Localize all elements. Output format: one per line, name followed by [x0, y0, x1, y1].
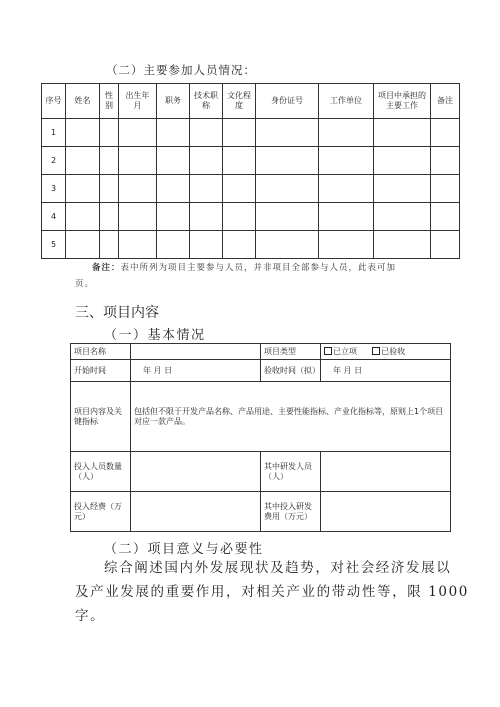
content-label: 项目内容及关键指标 [71, 382, 131, 452]
note-label: 备注： [92, 263, 121, 273]
start-time-label: 开始时间 [71, 360, 131, 382]
table-row [42, 147, 460, 175]
rd-staff-label: 其中研发人员（人） [261, 452, 321, 492]
funds-field[interactable] [131, 492, 261, 532]
paragraph-line: 字。 [75, 608, 106, 624]
project-name-field[interactable] [131, 344, 261, 360]
table-row [42, 231, 460, 259]
row-number: 3 [42, 175, 66, 203]
rd-staff-field[interactable] [321, 452, 451, 492]
funds-label: 投入经费（万元） [71, 492, 131, 532]
table-note [92, 260, 452, 276]
rd-funds-label: 其中投入研发费用（万元） [261, 492, 321, 532]
header-cell: 文化程度 [223, 84, 256, 119]
row-number: 4 [42, 203, 66, 231]
checkbox-icon[interactable] [324, 347, 332, 355]
project-type-label: 项目类型 [261, 344, 321, 360]
row-number: 5 [42, 231, 66, 259]
subsection-title-basic: （一）基本情况 [104, 328, 206, 343]
header-cell: 项目中承担的主要工作 [374, 84, 431, 119]
staff-count-field[interactable] [131, 452, 261, 492]
table-row [42, 175, 460, 203]
header-cell: 姓名 [66, 84, 100, 119]
personnel-table [41, 83, 460, 259]
row-number: 2 [42, 147, 66, 175]
content-field[interactable]: 包括但不限于开发产品名称、产品用途、主要性能指标、产业化指标等，原则上1个项目对应一款产品。 [131, 382, 451, 452]
accept-time-label: 验收时间（拟） [261, 360, 321, 382]
header-cell: 出生年月 [119, 84, 157, 119]
established-option[interactable]: 已立项 [324, 347, 357, 356]
table-row [42, 203, 460, 231]
note-continuation: 页。 [75, 279, 95, 289]
start-time-field[interactable]: 年 月 日 [131, 360, 261, 382]
project-name-label: 项目名称 [71, 344, 131, 360]
staff-count-label: 投入人员数量（人） [71, 452, 131, 492]
personnel-section-heading: （二）主要参加人员情况： [106, 63, 256, 77]
table-row [42, 119, 460, 147]
table-header-row [42, 84, 460, 119]
header-cell: 职务 [157, 84, 190, 119]
accept-time-field[interactable]: 年 月 日 [321, 360, 451, 382]
paragraph-line: 及产业发展的重要作用，对相关产业的带动性等，限 1000 [75, 584, 469, 600]
section-title: 三、项目内容 [75, 305, 159, 321]
note-text: 表中所列为项目主要参与人员，并非项目全部参与人员，此表可加 [120, 263, 397, 273]
accepted-option[interactable]: 已验收 [372, 347, 405, 356]
rd-funds-field[interactable] [321, 492, 451, 532]
header-cell: 技术职称 [190, 84, 223, 119]
header-cell: 身份证号 [256, 84, 319, 119]
header-cell: 工作单位 [319, 84, 374, 119]
row-number: 1 [42, 119, 66, 147]
header-cell: 序号 [42, 84, 66, 119]
basic-info-table [70, 343, 451, 532]
header-cell: 备注 [431, 84, 460, 119]
checkbox-icon[interactable] [372, 347, 380, 355]
paragraph-line: 综合阐述国内外发展现状及趋势，对社会经济发展以 [104, 560, 452, 576]
project-type-options [321, 344, 451, 360]
subsection-title-significance: （二）项目意义与必要性 [104, 542, 264, 557]
header-cell: 性别 [100, 84, 119, 119]
